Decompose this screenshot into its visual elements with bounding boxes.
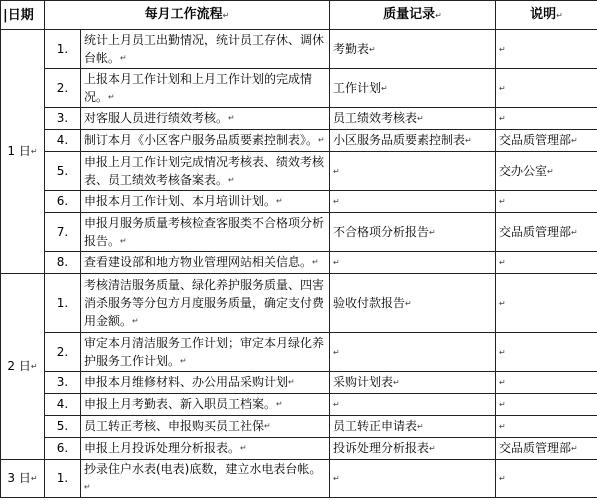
- table-row: [1, 394, 597, 416]
- process-cell: 员工转正考核、申报购买员工社保↵: [81, 416, 330, 438]
- record-cell: 采购计划表↵: [330, 372, 496, 394]
- process-cell: 申报本月工作计划、本月培训计划。↵: [81, 191, 330, 213]
- record-cell: ↵: [330, 191, 496, 213]
- row-number: 4.: [45, 394, 81, 416]
- process-cell: 对客服人员进行绩效考核。↵: [81, 108, 330, 130]
- record-cell: 考勤表↵: [330, 30, 496, 69]
- table-row: [1, 274, 597, 333]
- table-row: [1, 438, 597, 460]
- note-cell: 交品质管理部↵: [496, 130, 597, 152]
- row-number: 5.: [45, 416, 81, 438]
- row-number: 2.: [45, 69, 81, 108]
- record-cell: 员工转正申请表↵: [330, 416, 496, 438]
- record-cell: 投诉处理分析报表↵: [330, 438, 496, 460]
- row-number: 6.: [45, 191, 81, 213]
- record-cell: ↵: [330, 333, 496, 372]
- header-date: |日期: [1, 1, 45, 30]
- day-cell: 1 日↵: [1, 30, 45, 274]
- row-number: 5.: [45, 152, 81, 191]
- day-cell: 3 日↵: [1, 460, 45, 498]
- table-row: [1, 460, 597, 498]
- table-row: [1, 416, 597, 438]
- record-cell: 小区服务品质要素控制表↵: [330, 130, 496, 152]
- note-cell: ↵: [496, 191, 597, 213]
- table-row: [1, 252, 597, 274]
- day-cell: 2 日↵: [1, 274, 45, 460]
- note-cell: 交品质管理部↵: [496, 438, 597, 460]
- table-row: [1, 191, 597, 213]
- note-cell: ↵: [496, 252, 597, 274]
- record-cell: 不合格项分析报告↵: [330, 213, 496, 252]
- process-cell: 制订本月《小区客户服务品质要素控制表》。↵: [81, 130, 330, 152]
- process-cell: 申报上月考勤表、新入职员工档案。↵: [81, 394, 330, 416]
- process-cell: 申报上月投诉处理分析报表。↵: [81, 438, 330, 460]
- process-cell: 查看建设部和地方物业管理网站相关信息。↵: [81, 252, 330, 274]
- note-cell: ↵: [496, 108, 597, 130]
- record-cell: ↵: [330, 460, 496, 498]
- row-number: 6.: [45, 438, 81, 460]
- table-row: [1, 372, 597, 394]
- table-row: [1, 108, 597, 130]
- record-cell: 员工绩效考核表↵: [330, 108, 496, 130]
- row-number: 3.: [45, 108, 81, 130]
- header-process: 每月工作流程↵: [45, 1, 330, 30]
- record-cell: 工作计划↵: [330, 69, 496, 108]
- note-cell: 交办公室↵: [496, 152, 597, 191]
- note-cell: ↵: [496, 30, 597, 69]
- note-cell: ↵: [496, 394, 597, 416]
- header-note: 说明↵: [496, 1, 597, 30]
- process-cell: 申报月服务质量考核检查客服类不合格项分析报告。↵: [81, 213, 330, 252]
- row-number: 4.: [45, 130, 81, 152]
- row-number: 2.: [45, 333, 81, 372]
- note-cell: 交品质管理部↵: [496, 213, 597, 252]
- process-cell: 统计上月员工出勤情况，统计员工存休、调休台帐。↵: [81, 30, 330, 69]
- table-row: [1, 30, 597, 69]
- note-cell: ↵: [496, 372, 597, 394]
- table-row: [1, 152, 597, 191]
- note-cell: ↵: [496, 460, 597, 498]
- process-cell: 抄录住户水表(电表)底数，建立水电表台帐。↵: [81, 460, 330, 498]
- process-cell: 上报本月工作计划和上月工作计划的完成情况。↵: [81, 69, 330, 108]
- note-cell: ↵: [496, 69, 597, 108]
- header-record: 质量记录↵: [330, 1, 496, 30]
- row-number: 1.: [45, 30, 81, 69]
- row-number: 1.: [45, 274, 81, 333]
- record-cell: 验收付款报告↵: [330, 274, 496, 333]
- row-number: 7.: [45, 213, 81, 252]
- table-row: [1, 213, 597, 252]
- table-row: [1, 333, 597, 372]
- record-cell: ↵: [330, 394, 496, 416]
- note-cell: ↵: [496, 333, 597, 372]
- table-row: [1, 130, 597, 152]
- table-row: [1, 69, 597, 108]
- row-number: 1.: [45, 460, 81, 498]
- note-cell: ↵: [496, 416, 597, 438]
- process-cell: 考核清洁服务质量、绿化养护服务质量、四害消杀服务等分包方月度服务质量，确定支付费用金额。↵: [81, 274, 330, 333]
- note-cell: ↵: [496, 274, 597, 333]
- process-cell: 申报上月工作计划完成情况考核表、绩效考核表、员工绩效考核备案表。↵: [81, 152, 330, 191]
- record-cell: ↵: [330, 152, 496, 191]
- process-cell: 申报本月维修材料、办公用品采购计划↵: [81, 372, 330, 394]
- process-cell: 审定本月清洁服务工作计划；审定本月绿化养护服务工作计划。↵: [81, 333, 330, 372]
- row-number: 3.: [45, 372, 81, 394]
- header-row: [1, 1, 597, 30]
- record-cell: ↵: [330, 252, 496, 274]
- row-number: 8.: [45, 252, 81, 274]
